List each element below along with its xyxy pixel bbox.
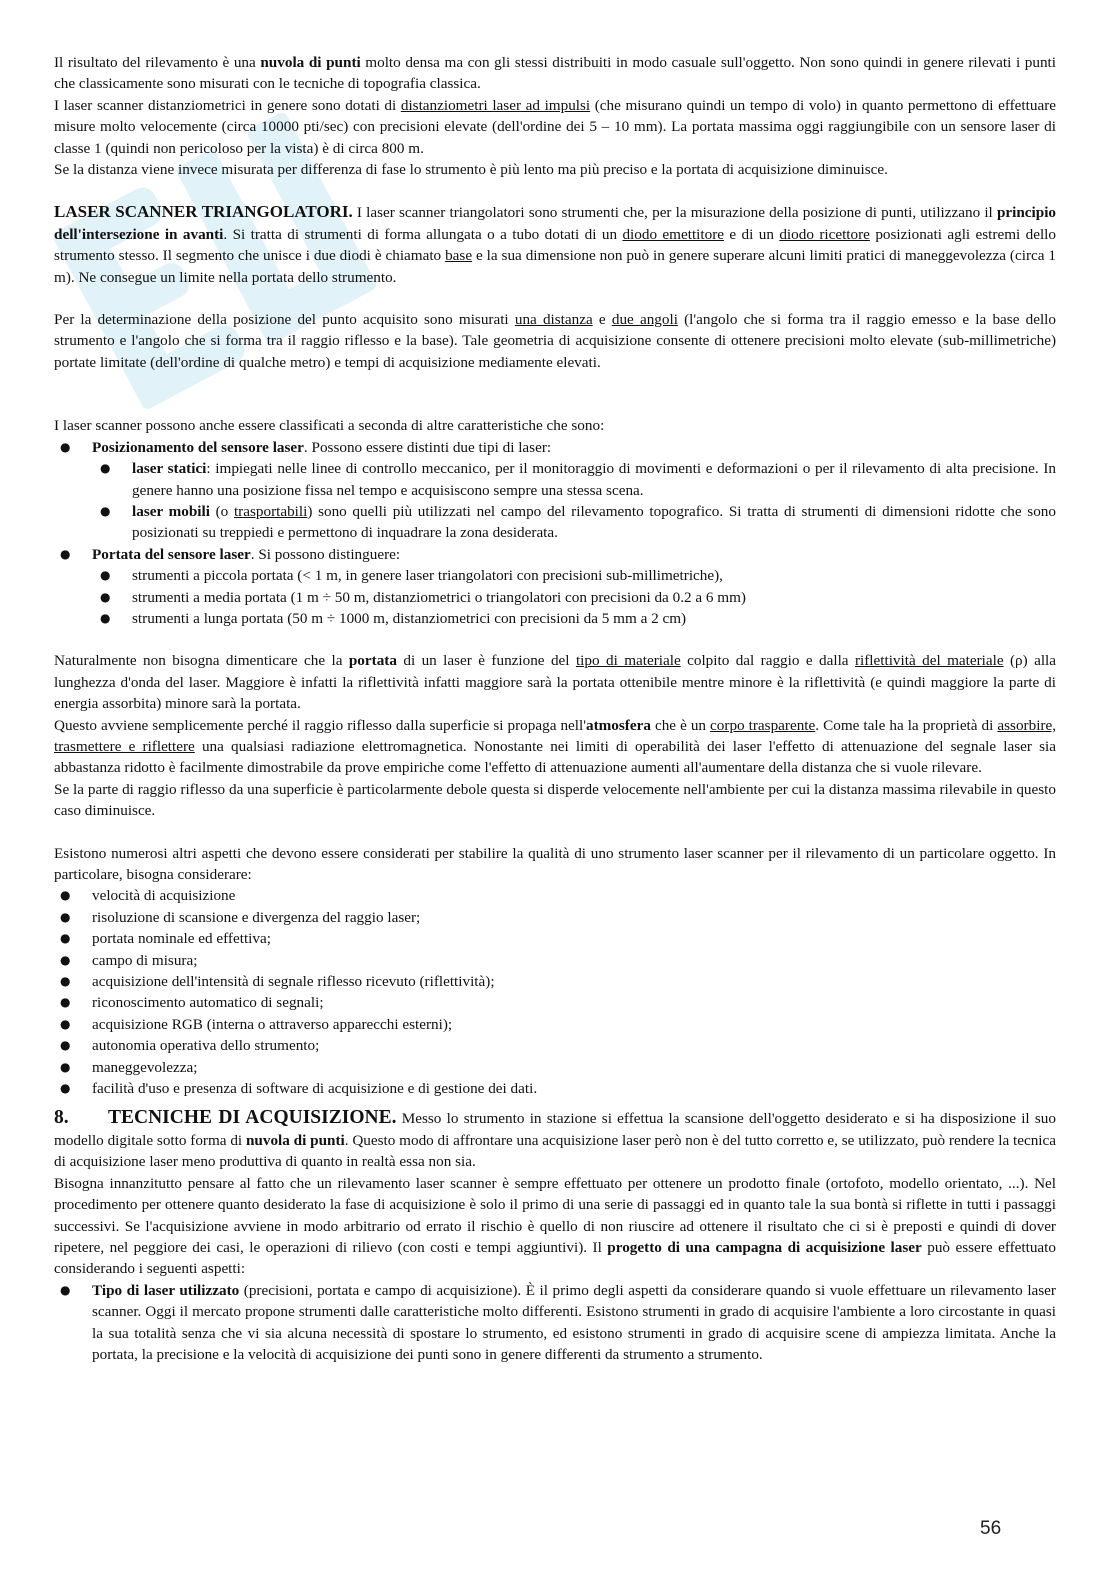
intro-paragraph-3: Se la distanza viene invece misurata per differenza di fase lo strumento è più lento ma più preciso e la portata di acquisizione diminuisce. (54, 161, 888, 179)
bullet-icon: ● (100, 568, 111, 583)
bullet-icon: ● (60, 952, 71, 967)
list-item: ● risoluzione di scansione e divergenza del raggio laser; (54, 907, 1056, 928)
list-item: ● autonomia operativa dello strumento; (54, 1035, 1056, 1056)
list-item: ● Tipo di laser utilizzato (precisioni, portata e campo di acquisizione). È il primo degli aspetti da considerare quando si vuole effettuare un rilevamento laser scanner. Oggi il mercato propone strumenti dalle caratteristiche molto differenti. Esistono strumenti in grado di acquisire l'ambiente a loro circostante in quasi la sua totalità senza che vi sia alcuna necessità di spostare lo strumento, ed esistono strumenti in grado di acquisire scene di ampiezza limitata. Anche la portata, la precisione e la velocità di acquisizione dei punti sono in genere differenti da strumento a strumento. (60, 1281, 1056, 1363)
list-item: ● acquisizione RGB (interna o attraverso apparecchi esterni); (54, 1014, 1056, 1035)
bullet-icon: ● (60, 888, 71, 903)
triangolatori-paragraph: LASER SCANNER TRIANGOLATORI. I laser scanner triangolatori sono strumenti che, per la misurazione della posizione di punti, utilizzano il principio dell'intersezione in avanti. Si tratta di strumenti di forma allungata o a tubo dotati di un diodo emettitore e di un diodo ricettore posizionati agli estremi dello strumento stesso. Il segmento che unisce i due diodi è chiamato base e la sua dimensione non può in genere superare alcuni limiti pratici di maneggevolezza (circa 1 m). Ne consegue un limite nella portata dello strumento. (54, 202, 1057, 286)
list-item: ● Posizionamento del sensore laser. Possono essere distinti due tipi di laser: ● laser statici: impiegati nelle linee di controllo meccanico, per il monitoraggio di movimenti e deformazioni o per il rilevamento di alta precisione. In genere hanno una posizione fissa nel tempo e acquisiscono sempre una stessa scena. ● laser mobili (o trasportabili) sono quelli più utilizzati nel campo del rilevamento topografico. Si tratta di strumenti di dimensioni ridotte che sono posizionati su treppiedi e permettono di inquadrare la zona desiderata. (54, 437, 1056, 544)
section-heading-triangolatori: LASER SCANNER TRIANGOLATORI. (54, 202, 353, 222)
bullet-icon: ● (100, 610, 111, 625)
sublist-posizionamento (92, 458, 1056, 544)
list-item: ● strumenti a media portata (1 m ÷ 50 m, distanziometrici o triangolatori con precisioni da 0.2 a 6 mm) (92, 587, 1056, 608)
determinazione-paragraph: Per la determinazione della posizione del punto acquisito sono misurati una distanza e due angoli (l'angolo che si forma tra il raggio emesso e la base dello strumento e l'angolo che si forma tra il raggio riflesso e la base). Tale geometria di acquisizione consente di ottenere precisioni molto elevate (sub-millimetriche) portate limitate (dell'ordine di qualche metro) e tempi di acquisizione mediamente elevati. (54, 311, 1056, 371)
list-item: ● riconoscimento automatico di segnali; (54, 992, 1056, 1013)
list-item: ● laser statici: impiegati nelle linee di controllo meccanico, per il monitoraggio di movimenti e deformazioni o per il rilevamento di alta precisione. In genere hanno una posizione fissa nel tempo e acquisiscono sempre una stessa scena. (100, 460, 1056, 499)
page-number: 56 (980, 1518, 1002, 1539)
classificazione-list (54, 437, 1056, 630)
bullet-icon: ● (100, 461, 111, 476)
bullet-icon: ● (60, 1059, 71, 1074)
list-item: ● facilità d'uso e presenza di software di acquisizione e di gestione dei dati. (54, 1078, 1056, 1099)
atmosfera-paragraph: Questo avviene semplicemente perché il raggio riflesso dalla superficie si propaga nell'atmosfera che è un corpo trasparente. Come tale ha la proprietà di assorbire, trasmettere e riflettere una qualsiasi radiazione elettromagnetica. Nonostante nei limiti di operabilità dei laser l'effetto di attenuazione del segnale laser sia abbastanza ridotto è facilmente dimostrabile da prove empiriche come l'effetto di attenuazione aumenti all'aumentare della distanza che si vuole rilevare. (54, 716, 1057, 777)
bullet-icon: ● (60, 995, 71, 1010)
bullet-icon: ● (60, 546, 71, 561)
bullet-icon: ● (100, 589, 111, 604)
intro-paragraph-2: I laser scanner distanziometrici in genere sono dotati di distanziometri laser ad impulsi (che misurano quindi un tempo di volo) in quanto permettono di effettuare misure molto velocemente (circa 10000 pti/sec) con precisioni elevate (dell'ordine dei 5 – 10 mm). La portata massima oggi raggiungibile con un sensore laser di classe 1 (quindi non pericoloso per la vista) è di circa 800 m. (54, 96, 1056, 157)
progetto-paragraph: Bisogna innanzitutto pensare al fatto che un rilevamento laser scanner è sempre effettuato per ottenere un prodotto finale (ortofoto, modello orientato, ...). Nel procedimento per ottenere quanto desiderato la fase di acquisizione è solo il primo di una serie di passaggi ed in quanto tale la sua bontà si riflette in tutti i passaggi successivi. Se l'acquisizione avviene in modo arbitrario od errato il rischio è quello di non riuscire ad ottenere il risultato che ci si è preposti e quindi di dover ripetere, nel peggiore dei casi, le operazioni di rilievo (con costi e tempi aggiuntivi). Il progetto di una campagna di acquisizione laser può essere effettuato considerando i seguenti aspetti: (54, 1174, 1056, 1278)
list-item: ● maneggevolezza; (54, 1057, 1056, 1078)
aspetti-list (54, 885, 1056, 1099)
progetto-list (54, 1280, 1056, 1366)
list-item: ● strumenti a lunga portata (50 m ÷ 1000 m, distanziometrici con precisioni da 5 mm a 2 cm) (92, 608, 1056, 629)
list-item: ● campo di misura; (54, 950, 1056, 971)
list-item: ● Portata del sensore laser. Si possono distinguere: ● strumenti a piccola portata (< 1 m, in genere laser triangolatori con precisioni sub-millimetriche), ● strumenti a media portata (1 m ÷ 50 m, distanziometrici o triangolatori con precisioni da 0.2 a 6 mm) ● strumenti a lunga portata (50 m ÷ 1000 m, distanziometrici con precisioni da 5 mm a 2 cm) (54, 544, 1056, 630)
intro-paragraph: Il risultato del rilevamento è una nuvola di punti molto densa ma con gli stessi distribuiti in modo casuale sull'oggetto. Non sono quindi in genere rilevati i punti che classicamente sono misurati con le tecniche di topografia classica. (54, 54, 1056, 93)
classificazione-intro: I laser scanner possono anche essere classificati a seconda di altre caratteristiche che sono: (54, 417, 605, 435)
bullet-icon: ● (60, 1081, 71, 1096)
bullet-icon: ● (60, 931, 71, 946)
bullet-icon: ● (60, 1016, 71, 1031)
document-page (54, 52, 1056, 1365)
list-item: ● strumenti a piccola portata (< 1 m, in genere laser triangolatori con precisioni sub-millimetriche), (92, 565, 1056, 586)
section-8-paragraph: 8. TECNICHE DI ACQUISIZIONE. Messo lo strumento in stazione si effettua la scansione dell'oggetto desiderato e si ha disposizione il suo modello digitale sotto forma di nuvola di punti. Questo modo di affrontare una acquisizione laser però non è del tutto corretto e, se utilizzato, può rendere la tecnica di acquisizione laser meno produttiva di quanto in realtà essa non sia. (54, 1107, 1056, 1171)
list-item: ● portata nominale ed effettiva; (54, 928, 1056, 949)
portata-paragraph: Naturalmente non bisogna dimenticare che la portata di un laser è funzione del tipo di materiale colpito dal raggio e dalla riflettività del materiale (ρ) alla lunghezza d'onda del laser. Maggiore è infatti la riflettività infatti maggiore sarà la portata ottenibile mentre minore è la riflettività (e quindi maggiore la parte di energia assorbita) minore sarà la portata. (54, 652, 1057, 713)
bullet-icon: ● (60, 974, 71, 989)
bullet-icon: ● (100, 503, 111, 518)
list-item: ● velocità di acquisizione (54, 885, 1056, 906)
bullet-icon: ● (60, 1282, 71, 1297)
list-item: ● acquisizione dell'intensità di segnale riflesso ricevuto (riflettività); (54, 971, 1056, 992)
list-item: ● laser mobili (o trasportabili) sono quelli più utilizzati nel campo del rilevamento topografico. Si tratta di strumenti di dimensioni ridotte che sono posizionati su treppiedi e permettono di inquadrare la zona desiderata. (100, 502, 1056, 542)
sublist-portata (92, 565, 1056, 629)
bullet-icon: ● (60, 909, 71, 924)
riflesso-paragraph: Se la parte di raggio riflesso da una superficie è particolarmente debole questa si disperde velocemente nell'ambiente per cui la distanza massima rilevabile in questo caso diminuisce. (54, 780, 1056, 820)
bullet-icon: ● (60, 1038, 71, 1053)
aspetti-intro: Esistono numerosi altri aspetti che devono essere considerati per stabilire la qualità di uno strumento laser scanner per il rilevamento di un particolare oggetto. In particolare, bisogna considerare: (54, 844, 1056, 883)
bullet-icon: ● (60, 439, 71, 454)
section-heading-8: 8. TECNICHE DI ACQUISIZIONE. (54, 1107, 397, 1129)
